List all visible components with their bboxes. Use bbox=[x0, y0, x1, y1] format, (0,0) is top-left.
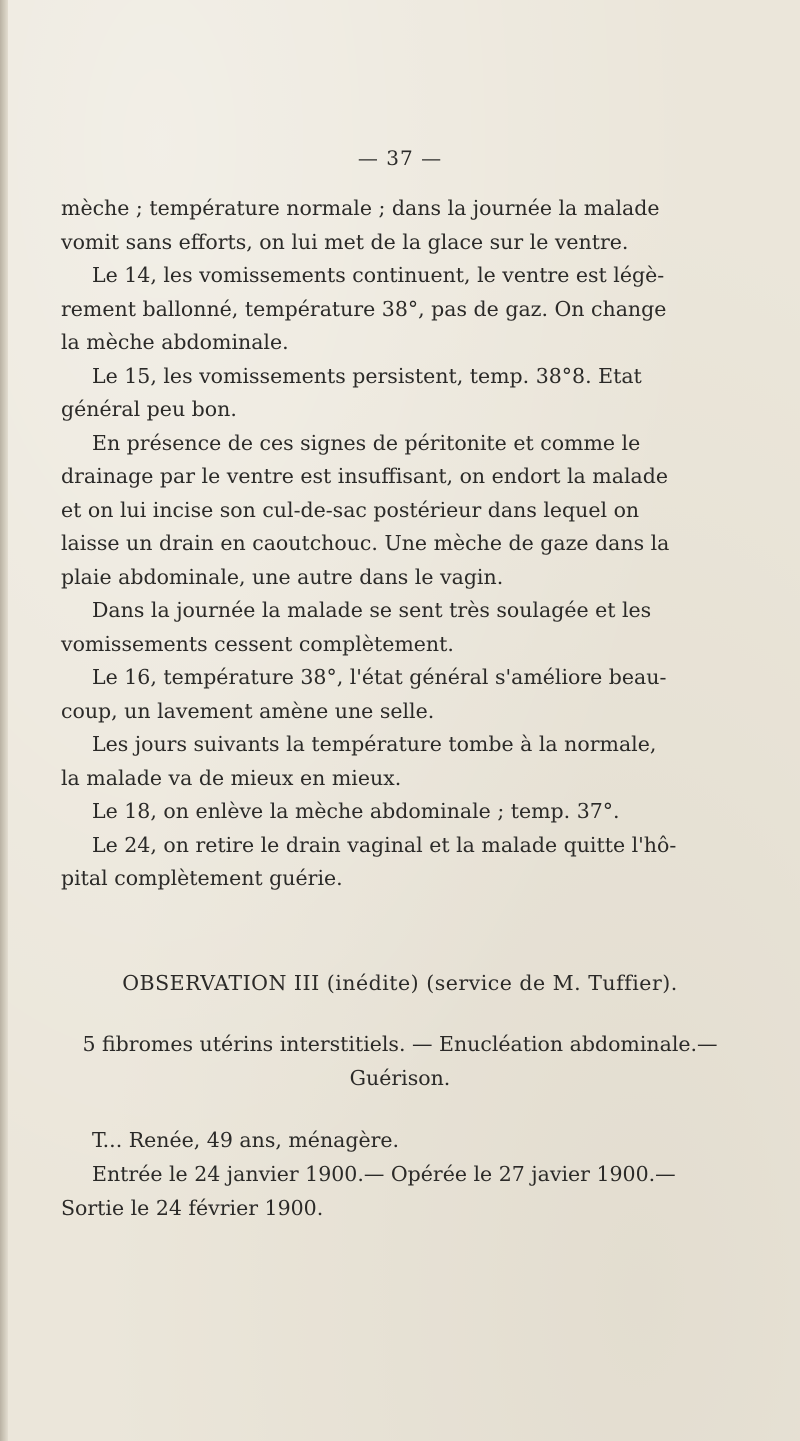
text-line: général peu bon. bbox=[61, 397, 237, 421]
text-line: laisse un drain en caoutchouc. Une mèche de gaze dans la bbox=[61, 531, 670, 555]
subtitle-line: Guérison. bbox=[349, 1066, 451, 1090]
text-line: Dans la journée la malade se sent très soulagée et les bbox=[92, 598, 652, 622]
text-line: coup, un lavement amène une selle. bbox=[61, 698, 435, 723]
paragraph bbox=[61, 427, 671, 595]
text-line: Le 18, on enlève la mèche abdominale ; temp. 37°. bbox=[92, 799, 620, 823]
text-line: Le 24, on retire le drain vaginal et la malade quitte l'hô- bbox=[92, 832, 677, 857]
paragraph bbox=[61, 594, 671, 661]
subtitle-line: 5 fibromes utérins interstitiels. — Enucléation abdominale.— bbox=[82, 1032, 718, 1056]
text-line: plaie abdominale, une autre dans le vagin. bbox=[61, 564, 504, 589]
patient-info bbox=[61, 1123, 681, 1225]
paragraph bbox=[61, 259, 671, 360]
paragraph bbox=[61, 829, 677, 896]
text-line: mèche ; température normale ; dans la journée la malade bbox=[61, 196, 660, 220]
text-line: vomit sans efforts, on lui met de la glace sur le ventre. bbox=[61, 229, 629, 254]
text-line: Les jours suivants la température tombe à la normale, bbox=[92, 732, 657, 756]
text-line: En présence de ces signes de péritonite et comme le bbox=[92, 430, 641, 455]
paragraph bbox=[61, 192, 671, 259]
page-edge-shadow bbox=[0, 0, 8, 1441]
paragraph bbox=[61, 795, 671, 829]
patient-line: Sortie le 24 février 1900. bbox=[61, 1196, 324, 1220]
text-line: drainage par le ventre est insuffisant, on endort la malade bbox=[61, 464, 668, 488]
observation-title: OBSERVATION III (inédite) (service de M. Tuffier). bbox=[122, 971, 678, 995]
body-text bbox=[61, 192, 677, 896]
paragraph bbox=[61, 661, 671, 728]
text-line: rement ballonné, température 38°, pas de gaz. On change bbox=[61, 296, 667, 321]
patient-line: Entrée le 24 janvier 1900.— Opérée le 27 javier 1900.— bbox=[92, 1162, 676, 1186]
text-line: Le 16, température 38°, l'état général s'améliore beau- bbox=[92, 665, 667, 689]
text-line: et on lui incise son cul-de-sac postérieur dans lequel on bbox=[61, 497, 640, 522]
paragraph bbox=[61, 728, 671, 795]
text-line: vomissements cessent complètement. bbox=[61, 631, 454, 656]
text-line: la malade va de mieux en mieux. bbox=[61, 765, 402, 790]
text-line: la mèche abdominale. bbox=[61, 330, 289, 354]
patient-line: T... Renée, 49 ans, ménagère. bbox=[92, 1128, 400, 1152]
text-line: Le 14, les vomissements continuent, le ventre est légè- bbox=[92, 263, 665, 287]
page-number: — 37 — bbox=[357, 146, 443, 170]
observation-subtitle bbox=[0, 1027, 800, 1095]
text-line: pital complètement guérie. bbox=[61, 866, 343, 890]
text-line: Le 15, les vomissements persistent, temp. 38°8. Etat bbox=[92, 363, 642, 388]
paragraph bbox=[61, 360, 671, 427]
